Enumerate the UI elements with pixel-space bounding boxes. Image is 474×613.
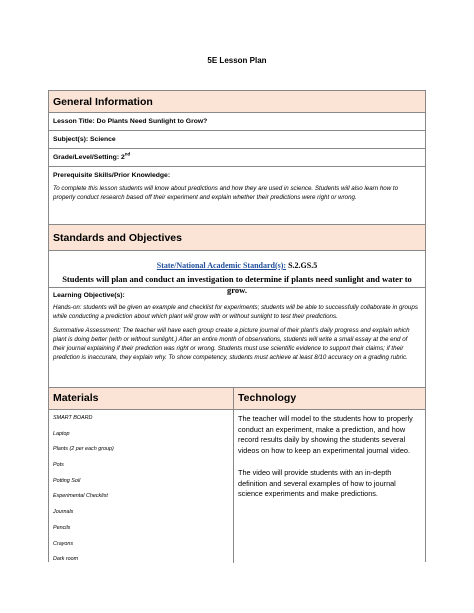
list-item: Plants (2 per each group)	[53, 446, 114, 453]
standard-line	[53, 255, 421, 273]
grade-row	[49, 149, 425, 167]
standard-text: Students will plan and conduct an investigation to determine if plants need sunlight and water to grow.	[62, 274, 412, 295]
learning-objectives-row	[49, 288, 425, 388]
list-item: Laptop	[53, 430, 70, 437]
technology-cell	[234, 410, 425, 563]
prerequisite-row	[49, 167, 425, 225]
section-heading: General Information	[53, 96, 153, 108]
materials-heading: Materials	[53, 392, 99, 404]
standard-link[interactable]: State/National Academic Standard(s):	[156, 261, 287, 270]
list-item: Crayons	[53, 540, 74, 547]
technology-header-cell	[234, 388, 425, 409]
objectives-label: Learning Objective(s):	[53, 292, 125, 299]
technology-paragraph-1: The teacher will model to the students how to properly conduct an experiment, make a prediction, and how record results daily by showing the students several videos on how to keep an experimental journal video.	[238, 414, 413, 455]
summative-assessment-text: Summative Assessment: The teacher will have each group create a picture journal of their plant's daily progress and explain which plant is doing better (with or without sunlight.) After an entire month of observations, students will write a small essay at the end of their journal explaining if their prediction was right or wrong. Students must use scientific evidence to support their claims; if their prediction is inaccurate, they explain why. To show competency, students must achieve at least 8/10 accuracy on a grading rubric.	[53, 327, 410, 361]
hands-on-text: Hands-on: students will be given an example and checklist for experiments; students will be able to successfully collaborate in groups while conducting a prediction about which plant will grow with or without sunlight to test their predictions.	[53, 304, 418, 320]
standards-objectives-header	[49, 225, 425, 251]
list-item: Experimental Checklist	[53, 493, 108, 500]
list-item: Potting Soil	[53, 477, 81, 484]
list-item: Journals	[53, 509, 74, 516]
subjects: Subject(s): Science	[53, 136, 116, 143]
technology-heading: Technology	[238, 392, 297, 404]
lesson-plan-table	[48, 90, 426, 562]
section-heading: Standards and Objectives	[53, 232, 182, 244]
grade-superscript: nd	[124, 151, 131, 157]
list-item: Pots	[53, 462, 64, 469]
lesson-title: Lesson Title: Do Plants Need Sunlight to Grow?	[53, 118, 208, 125]
materials-header-cell	[49, 388, 234, 409]
prereq-text: To complete this lesson students will know about predictions and how they are used in science. Students will also learn how to properly conduct research based off their experiment and explain whether their predictions were right or wrong.	[53, 185, 399, 201]
grade-label: Grade/Level/Setting: 2	[53, 154, 125, 161]
document-title: 5E Lesson Plan	[207, 56, 267, 65]
materials-list	[49, 410, 234, 563]
list-item: Dark room	[53, 556, 79, 563]
technology-paragraph-2: The video will provide students with an in-depth definition and several examples of how to journal science experiments and make predictions.	[238, 468, 396, 498]
list-item: SMART BOARD	[53, 415, 93, 421]
general-information-header	[49, 91, 425, 113]
list-item: Pencils	[53, 524, 71, 531]
materials-technology-body	[49, 410, 425, 563]
subjects-row	[49, 131, 425, 149]
grade-level-setting	[53, 151, 421, 161]
standard-code: S.2.GS.5	[286, 261, 318, 270]
standard-row	[49, 251, 425, 295]
prereq-label: Prerequisite Skills/Prior Knowledge:	[53, 172, 171, 179]
materials-technology-header	[49, 388, 425, 410]
lesson-title-row	[49, 113, 425, 131]
